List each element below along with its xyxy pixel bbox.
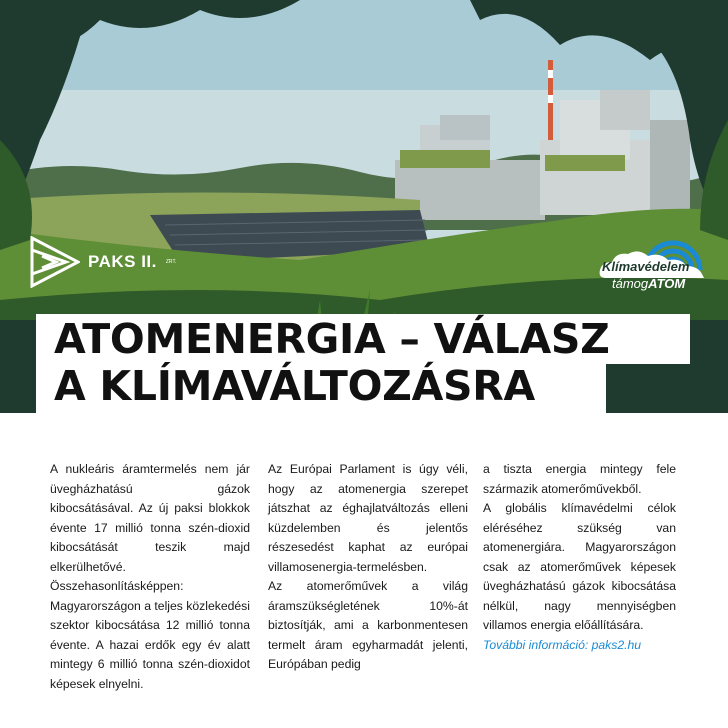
- paragraph: a tiszta energia mintegy fele származik atomerőművekből.: [483, 462, 676, 496]
- paragraph: A nukleáris áramtermelés nem jár üvegházhatású gázok kibocsátásával. Az új paksi blokkok évente 17 millió tonna szén-dioxid kibocsátását teszik majd elkerülhetővé. Összehasonlításképpen: Magyarországon a teljes közlekedési szektor kibocsátása 12 millió tonna évente. A hazai erdők egy év alatt mintegy 6 millió tonna szén-dioxidot képesek elnyelni.: [50, 462, 250, 691]
- headline-line2: A KLÍMAVÁLTOZÁSRA: [54, 362, 535, 410]
- text-column-3: [483, 460, 676, 694]
- paragraph: A globális klímavédelmi célok eléréséhez szükség van atomenergiára. Magyarországon csak az atomerőművek képesek üvegházhatású gázok kibocsátása nélkül, nagy mennyiségben villamos energia előállítására.: [483, 501, 676, 632]
- text-column-1: [50, 460, 250, 694]
- text-column-2: [268, 460, 468, 694]
- klima-logo-line1: Klímavédelem: [602, 259, 690, 274]
- paks-logo-name: PAKS II.: [88, 252, 157, 271]
- klimavedelem-logo: [598, 230, 710, 298]
- paks-logo-icon: [30, 236, 80, 288]
- more-info-link[interactable]: További információ: paks2.hu: [483, 637, 642, 652]
- paragraph: Az atomerőművek a világ áramszükségletének 10%-át biztosítják, ami a karbonmentesen termelt áram egyharmadát jelenti, Európában pedig: [268, 579, 468, 671]
- klima-logo-line2: támogATOM: [612, 276, 686, 291]
- paks-logo: [30, 236, 176, 288]
- paks-logo-suffix: ZRT.: [165, 259, 177, 265]
- paragraph: Az Európai Parlament is úgy véli, hogy az atomenergia szerepet játszhat az éghajlatváltozás elleni küzdelemben és jelentős részesedést kaphat az európai villamosenergia-termelésben.: [268, 462, 468, 574]
- article-body: [50, 460, 680, 694]
- page-title: [54, 316, 610, 410]
- headline-line1: ATOMENERGIA – VÁLASZ: [54, 315, 610, 363]
